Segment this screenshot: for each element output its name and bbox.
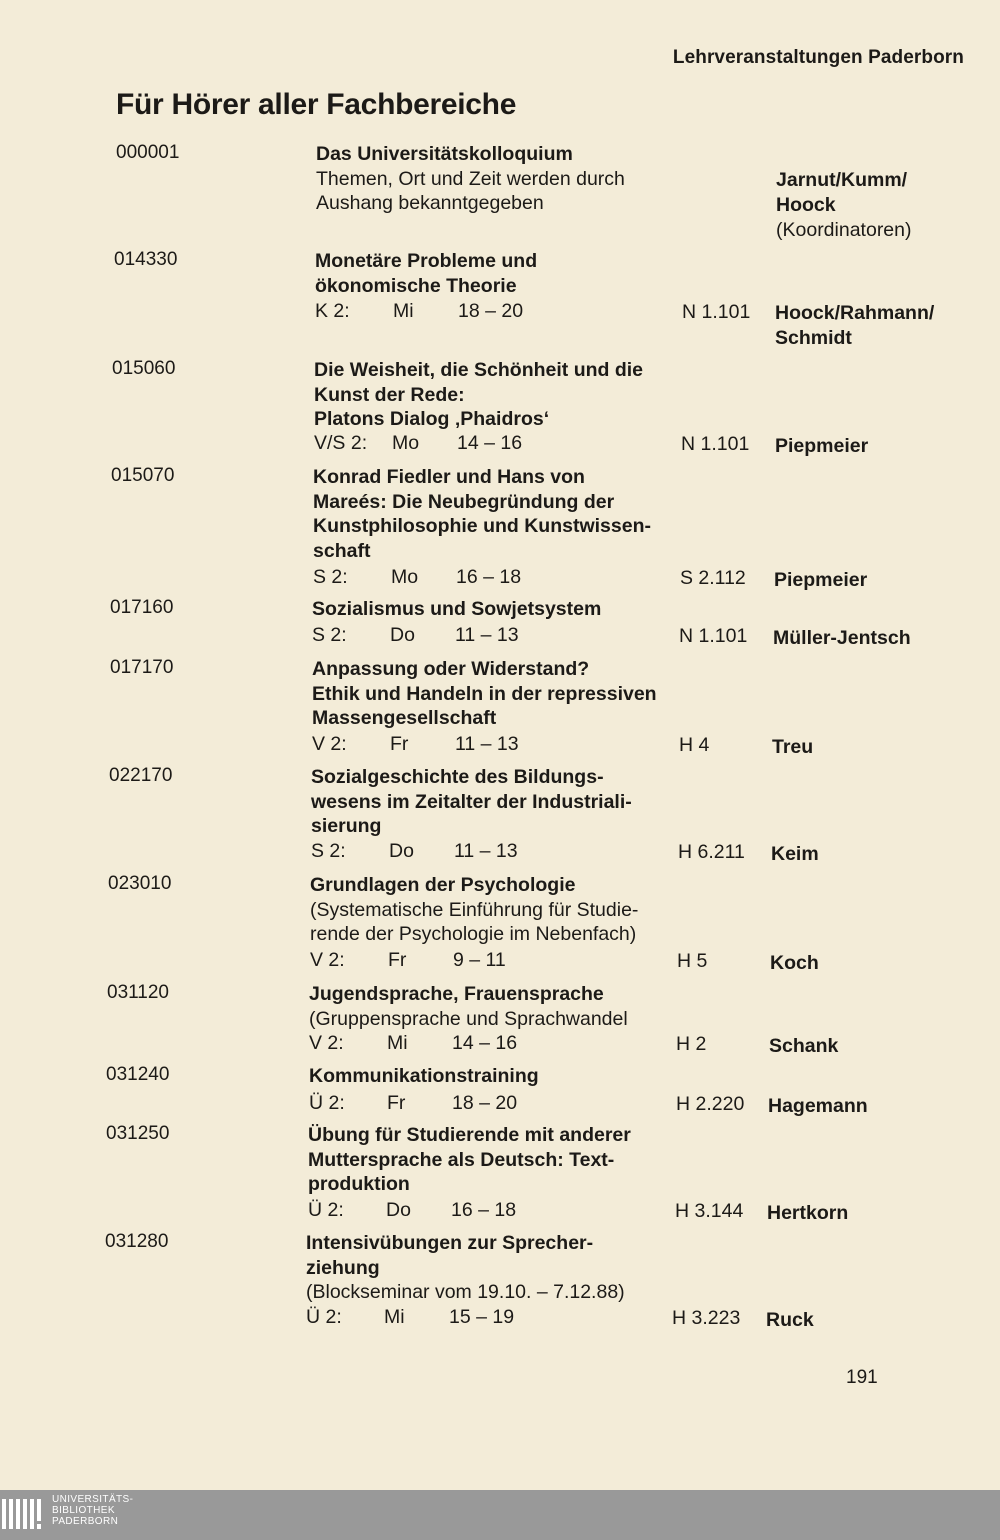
course-day: Do — [389, 840, 414, 862]
course-day: Fr — [388, 949, 407, 971]
library-footer — [0, 1490, 1000, 1540]
course-room: H 3.144 — [675, 1200, 744, 1222]
course-title — [313, 465, 693, 563]
lecturer-line: Hoock/Rahmann/ — [775, 302, 935, 324]
course-code: 015070 — [111, 465, 175, 486]
course-time: 9 – 11 — [453, 949, 506, 971]
lecturer-line: Hertkorn — [767, 1202, 849, 1224]
course-time: 11 – 13 — [455, 733, 519, 755]
course-room: N 1.101 — [679, 625, 748, 647]
course-lecturer — [769, 1034, 838, 1059]
course-type: V 2: — [309, 1032, 344, 1054]
course-code: 023010 — [108, 873, 172, 894]
course-title-line: Das Universitätskolloquium — [316, 143, 573, 165]
course-title — [312, 597, 692, 622]
course-day: Mi — [387, 1032, 408, 1054]
course-day: Fr — [387, 1092, 406, 1114]
course-title — [311, 765, 691, 839]
course-title-line: ziehung — [306, 1256, 380, 1279]
course-type: S 2: — [313, 566, 348, 588]
course-title-line: Monetäre Probleme und — [315, 250, 538, 272]
course-time: 18 – 20 — [458, 300, 524, 322]
course-title-line: Übung für Studierende mit anderer — [308, 1124, 631, 1146]
course-lecturer — [767, 1201, 848, 1226]
course-title-line: Konrad Fiedler und Hans von — [313, 466, 585, 488]
page-number: 191 — [846, 1367, 878, 1388]
course-lecturer — [776, 168, 912, 243]
library-logo-text — [52, 1494, 133, 1527]
course-lecturer — [775, 434, 868, 459]
course-code: 000001 — [116, 142, 180, 163]
course-code: 022170 — [109, 765, 173, 786]
course-code: 031250 — [106, 1123, 170, 1144]
lecturer-line: Schmidt — [775, 327, 852, 349]
course-time: 11 – 13 — [455, 624, 519, 646]
course-title-line: Mareés: Die Neubegründung der — [313, 490, 615, 513]
course-title-line: Aushang bekanntgegeben — [316, 192, 544, 214]
course-title-line: Intensivübungen zur Sprecher- — [306, 1232, 594, 1254]
course-room: N 1.101 — [682, 301, 751, 323]
course-title — [312, 657, 692, 731]
course-day: Mo — [392, 432, 420, 454]
course-type: K 2: — [315, 300, 350, 322]
lecturer-line: Jarnut/Kumm/ — [776, 169, 908, 191]
course-time: 14 – 16 — [457, 432, 523, 454]
course-lecturer — [771, 842, 819, 867]
course-title-line: ökonomische Theorie — [315, 274, 517, 297]
course-title-line: Die Weisheit, die Schönheit und die — [314, 359, 644, 381]
course-room: H 2.220 — [676, 1093, 745, 1115]
course-title-line: Anpassung oder Widerstand? — [312, 658, 590, 680]
course-title — [306, 1231, 686, 1305]
course-title — [314, 358, 694, 432]
logo-line: PADERBORN — [52, 1516, 119, 1527]
course-title-line: Sozialismus und Sowjetsystem — [312, 598, 602, 620]
course-title — [316, 142, 696, 216]
course-time: 14 – 16 — [452, 1032, 518, 1054]
course-room: N 1.101 — [681, 433, 750, 455]
course-room: H 4 — [679, 734, 710, 756]
lecturer-line: Hagemann — [768, 1095, 868, 1117]
library-logo-icon — [2, 1495, 46, 1533]
course-type: V 2: — [312, 733, 347, 755]
course-time: 18 – 20 — [452, 1092, 518, 1114]
lecturer-line: Hoock — [776, 194, 836, 216]
lecturer-line: Müller-Jentsch — [773, 627, 911, 649]
lecturer-line: Piepmeier — [775, 435, 869, 457]
course-title-line: schaft — [313, 539, 371, 562]
course-lecturer — [775, 301, 934, 351]
course-day: Mi — [393, 300, 414, 322]
course-time: 16 – 18 — [451, 1199, 517, 1221]
course-lecturer — [766, 1308, 814, 1333]
course-code: 031280 — [105, 1231, 169, 1252]
course-title — [310, 873, 690, 947]
course-lecturer — [770, 951, 819, 976]
course-code: 014330 — [114, 249, 178, 270]
course-title-line: (Gruppensprache und Sprachwandel — [309, 1007, 628, 1030]
course-type: S 2: — [311, 840, 346, 862]
course-room: H 6.211 — [678, 841, 745, 863]
course-title-line: Themen, Ort und Zeit werden durch — [316, 167, 625, 190]
course-type: Ü 2: — [309, 1092, 345, 1114]
lecturer-line: Schank — [769, 1035, 839, 1057]
course-title-line: (Blockseminar vom 19.10. – 7.12.88) — [306, 1281, 625, 1303]
course-title-line: Muttersprache als Deutsch: Text- — [308, 1148, 615, 1171]
course-room: H 5 — [677, 950, 708, 972]
course-title — [308, 1123, 688, 1197]
lecturer-line: Koch — [770, 952, 819, 974]
course-title-line: Jugendsprache, Frauensprache — [309, 983, 604, 1005]
course-title-line: Ethik und Handeln in der repressiven — [312, 682, 657, 705]
course-type: Ü 2: — [308, 1199, 344, 1221]
course-room: H 3.223 — [672, 1307, 741, 1329]
lecturer-line: (Koordinatoren) — [776, 219, 912, 241]
course-title-line: Sozialgeschichte des Bildungs- — [311, 766, 604, 788]
course-time: 15 – 19 — [449, 1306, 515, 1328]
course-lecturer — [768, 1094, 868, 1119]
course-title-line: Massengesellschaft — [312, 707, 497, 729]
course-code: 031120 — [107, 982, 169, 1003]
course-title-line: Kommunikationstraining — [309, 1065, 539, 1087]
logo-line: BIBLIOTHEK — [52, 1505, 115, 1516]
lecturer-line: Piepmeier — [774, 569, 868, 591]
course-day: Mi — [384, 1306, 405, 1328]
running-head: Lehrveranstaltungen Paderborn — [672, 47, 964, 68]
course-title-line: wesens im Zeitalter der Industriali- — [311, 790, 632, 813]
course-code: 031240 — [106, 1064, 170, 1085]
course-title — [315, 249, 695, 298]
course-code: 017160 — [110, 597, 174, 618]
course-day: Do — [390, 624, 415, 646]
course-title-line: Grundlagen der Psychologie — [310, 874, 576, 896]
lecturer-line: Ruck — [766, 1309, 814, 1331]
course-type: Ü 2: — [306, 1306, 342, 1328]
course-title — [309, 1064, 689, 1089]
course-title-line: Kunst der Rede: — [314, 383, 465, 406]
logo-line: UNIVERSITÄTS- — [52, 1494, 134, 1505]
course-lecturer — [772, 735, 813, 760]
course-type: V/S 2: — [314, 432, 368, 454]
course-code: 015060 — [112, 358, 176, 379]
course-day: Fr — [390, 733, 409, 755]
course-room: S 2.112 — [680, 567, 746, 589]
course-day: Do — [386, 1199, 411, 1221]
section-title: Für Hörer aller Fachbereiche — [116, 88, 517, 121]
course-time: 16 – 18 — [456, 566, 522, 588]
course-title-line: Kunstphilosophie und Kunstwissen- — [313, 515, 651, 537]
course-lecturer — [774, 568, 867, 593]
course-day: Mo — [391, 566, 419, 588]
lecturer-line: Keim — [771, 843, 819, 865]
course-title-line: (Systematische Einführung für Studie- — [310, 898, 639, 921]
course-title-line: produktion — [308, 1173, 410, 1195]
course-type: V 2: — [310, 949, 345, 971]
course-time: 11 – 13 — [454, 840, 518, 862]
course-type: S 2: — [312, 624, 347, 646]
course-lecturer — [773, 626, 911, 651]
course-room: H 2 — [676, 1033, 707, 1055]
course-title-line: rende der Psychologie im Nebenfach) — [310, 923, 637, 945]
lecturer-line: Treu — [772, 736, 814, 758]
course-code: 017170 — [110, 657, 174, 678]
course-title-line: sierung — [311, 815, 382, 837]
course-title-line: Platons Dialog ‚Phaidros‘ — [314, 408, 550, 430]
course-title — [309, 982, 689, 1031]
